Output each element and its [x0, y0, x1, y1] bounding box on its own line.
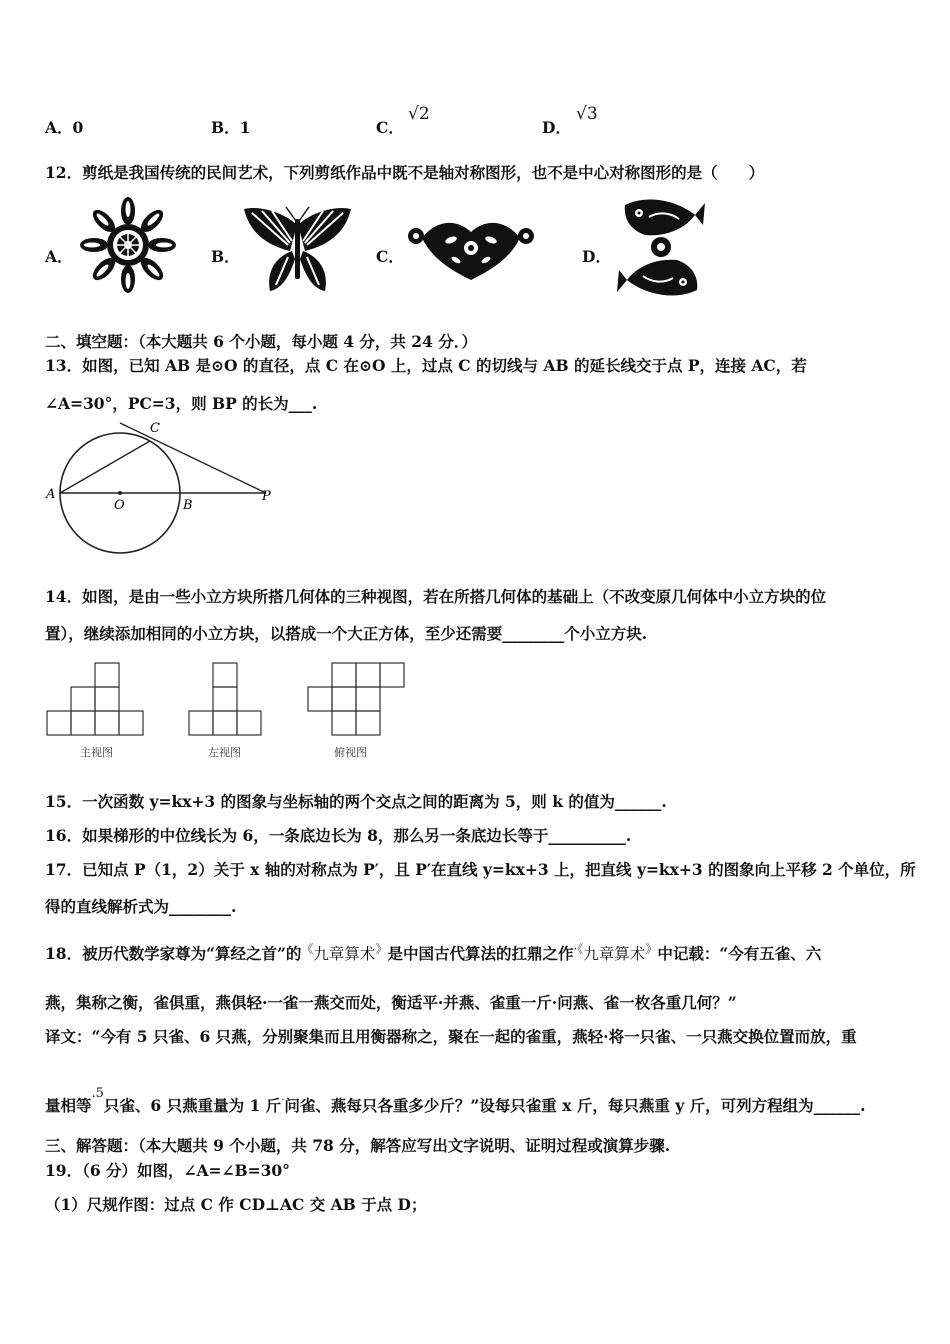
q18-line1-part-b: 是中国古代算法的扛鼎之作 — [387, 944, 574, 963]
q14-top-view-grid — [307, 660, 409, 736]
q14-front-view-grid — [46, 660, 148, 736]
q12-stem: 12．剪纸是我国传统的民间艺术，下列剪纸作品中既不是轴对称图形，也不是中心对称图形的是（ ） — [45, 163, 765, 182]
q17-line2: 得的直线解析式为________. — [45, 897, 237, 916]
q18-line1-part-c: 中记载：“今有五雀、六 — [657, 944, 822, 963]
q18-superscript: .5 — [91, 1086, 104, 1101]
q19-line1: 19．（6 分）如图，∠A=∠B=30° — [45, 1161, 290, 1180]
q18-line4-part-a: 量相等 — [45, 1096, 92, 1115]
q11-option-d: D． — [542, 118, 571, 137]
q12-label-d: D． — [582, 247, 611, 266]
q12-label-c: C． — [376, 247, 404, 266]
q14-left-view-grid — [188, 660, 266, 736]
q13-label-a: A — [46, 487, 56, 502]
q13-line1: 13．如图，已知 AB 是⊙O 的直径，点 C 在⊙O 上，过点 C 的切线与 AB 的延长线交于点 P，连接 AC，若 — [45, 356, 807, 375]
papercut-flower-image — [78, 195, 178, 295]
q18-line4-part-b: 只雀、6 只燕重量为 1 斤 — [103, 1096, 282, 1115]
q12-label-b: B． — [211, 247, 240, 266]
q13-label-b: B — [183, 498, 193, 513]
q15-text: 15．一次函数 y=kx+3 的图象与坐标轴的两个交点之间的距离为 5，则 k 的值为______. — [45, 792, 667, 811]
papercut-fish-image — [615, 195, 707, 300]
q14-line1: 14．如图，是由一些小立方块所搭几何体的三种视图，若在所搭几何体的基础上（不改变原几何体中小立方块的位 — [45, 587, 827, 606]
q18-line4-part-c: 问雀、燕每只各重多少斤？”设每只雀重 x 斤，每只燕重 y 斤，可列方程组为______. — [284, 1096, 866, 1115]
q14-caption-front: 主视图 — [80, 746, 113, 759]
q13-line2: ∠A=30°，PC=3，则 BP 的长为___. — [45, 394, 318, 413]
section-3-heading: 三、解答题：（本大题共 9 个小题，共 78 分，解答应写出文字说明、证明过程或演算步骤. — [45, 1136, 671, 1155]
q11-option-a: A．0 — [45, 118, 84, 137]
q18-line3: 译文：“今有 5 只雀、6 只燕，分别聚集而且用衡器称之，聚在一起的雀重，燕轻·将一只雀、一只燕交换位置而放，重 — [45, 1027, 857, 1046]
q11-option-c: C． — [376, 118, 404, 137]
q13-label-p: P — [262, 489, 271, 504]
q13-label-o: O — [114, 498, 125, 513]
q18-line2: 燕，集称之衡，雀俱重，燕俱轻·一雀一燕交而处，衡适平·并燕、雀重一斤·问燕、雀一枚各重几何？” — [45, 993, 737, 1012]
q12-label-a: A． — [45, 247, 73, 266]
q18-line4: 量相等$^{.5}$只雀、6 只燕重量为 1 斤·问雀、燕每只各重多少斤？”设每只雀重 x 斤，每只燕重 y 斤，可列方程组为______. — [45, 1086, 866, 1115]
q11-sqrt2: √2 — [408, 104, 430, 124]
q11-option-b: B．1 — [211, 118, 251, 137]
q18-book-title-2: 九章算术 — [583, 945, 646, 963]
q14-caption-left: 左视图 — [208, 746, 241, 759]
q17-line1: 17．已知点 P（1，2）关于 x 轴的对称点为 P′，且 P′在直线 y=kx+3 上，把直线 y=kx+3 的图象向上平移 2 个单位，所 — [45, 860, 916, 879]
papercut-floral-ornament-image — [406, 210, 536, 290]
q18-line1-part-a: 18．被历代数学家尊为“算经之首”的 — [45, 944, 302, 963]
q14-line2: 置），继续添加相同的小立方块，以搭成一个大正方体，至少还需要________个小立方块. — [45, 624, 648, 643]
section-2-heading: 二、填空题：（本大题共 6 个小题，每小题 4 分，共 24 分．） — [45, 332, 478, 351]
q18-line1: 18．被历代数学家尊为“算经之首”的《九章算术》是中国古代算法的扛鼎之作·《九章算术》中记载：“今有五雀、六 — [45, 942, 822, 963]
q14-caption-top: 俯视图 — [334, 746, 367, 759]
q13-circle-tangent-figure — [42, 418, 282, 558]
q18-book-title-1: 九章算术 — [313, 945, 376, 963]
q19-line2: （1）尺规作图：过点 C 作 CD⊥AC 交 AB 于点 D； — [45, 1195, 427, 1214]
q16-text: 16．如果梯形的中位线长为 6，一条底边长为 8，那么另一条底边长等于__________. — [45, 826, 632, 845]
papercut-butterfly-image — [240, 205, 355, 297]
q11-sqrt3: √3 — [576, 104, 598, 124]
q13-label-c: C — [150, 421, 160, 436]
